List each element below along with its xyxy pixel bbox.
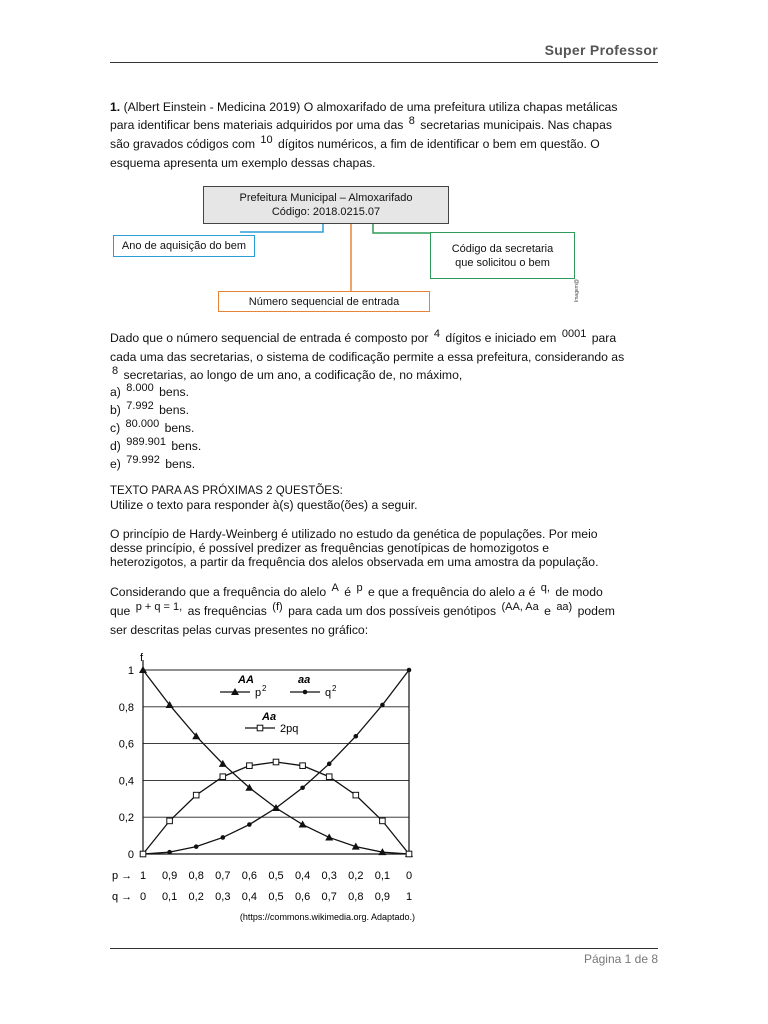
plate-code [272, 205, 380, 219]
shared-text-instruction: Utilize o texto para responder à(s) questão(ões) a seguir. [110, 498, 418, 512]
q1c-text: Dado que o número sequencial de entrada é composto por [110, 331, 429, 345]
option-letter: d) [110, 439, 121, 453]
math-value: p + q = 1, [135, 601, 183, 613]
p-tick-label: 0,2 [348, 870, 364, 882]
label-secretaria [430, 232, 575, 279]
option-c[interactable] [110, 419, 201, 437]
option-d[interactable] [110, 437, 201, 455]
option-letter: a) [110, 385, 121, 399]
point-Aa [140, 851, 146, 857]
shared-text-heading: TEXTO PARA AS PRÓXIMAS 2 QUESTÕES: [110, 485, 343, 497]
point-aa [380, 703, 385, 708]
q-tick-label: 0,3 [215, 891, 231, 903]
p-tick-label: 0,7 [215, 870, 231, 882]
plate-code-label: Código: [271, 206, 310, 218]
header-divider [110, 62, 658, 63]
chart-source: (https://commons.wikimedia.org. Adaptado.) [239, 912, 415, 922]
q-tick-label: 0,4 [241, 891, 258, 903]
point-Aa [167, 818, 173, 824]
math-value: 10 [260, 134, 273, 146]
option-letter: e) [110, 457, 121, 471]
freq-line-1 [110, 583, 660, 602]
point-Aa [273, 759, 279, 765]
option-suffix: bens. [159, 403, 189, 417]
freq-text: de modo [555, 585, 603, 599]
point-Aa [193, 792, 199, 798]
option-value: 8.000 [126, 382, 154, 394]
math-value: 8 [408, 115, 415, 127]
header-title: Super Professor [544, 42, 658, 58]
hardy-weinberg-paragraph [110, 527, 660, 569]
freq-text: que [110, 604, 131, 618]
legend-marker-aa [303, 690, 308, 695]
point-aa [300, 785, 305, 790]
legend-label-AA: p [255, 687, 262, 699]
p-row-label: p → [112, 870, 133, 882]
freq-text: e [544, 604, 551, 618]
option-value: 989.901 [126, 436, 166, 448]
label-year: Ano de aquisição do bem [113, 235, 255, 257]
chart-svg [110, 650, 430, 930]
plate [203, 186, 449, 224]
question-1-condition [110, 329, 660, 385]
q-tick-label: 1 [405, 891, 413, 903]
q-tick-label: 0,5 [268, 891, 284, 903]
frequency-paragraph [110, 583, 660, 639]
point-Aa [380, 818, 386, 824]
point-AA [325, 833, 333, 840]
q-tick-label: 0 [139, 891, 147, 903]
page-number: Página 1 de 8 [583, 952, 658, 966]
legend-exponent: 2 [262, 684, 267, 693]
legend-genotype-AA: AA [238, 674, 254, 686]
math-value: (AA, Aa [501, 601, 539, 613]
point-aa [247, 822, 252, 827]
label-sequence: Número sequencial de entrada [218, 291, 430, 312]
paragraph-line: desse princípio, é possível predizer as frequências genotípicas de homozigotos e [110, 541, 550, 555]
y-tick-label: 0 [127, 849, 134, 861]
q1-text: são gravados códigos com [110, 137, 255, 151]
option-letter: b) [110, 403, 121, 417]
point-aa [194, 844, 199, 849]
math-value: A [331, 582, 339, 594]
q-tick-label: 0,6 [294, 891, 311, 903]
freq-text: as frequências [187, 604, 267, 618]
legend-genotype-aa: aa [298, 674, 311, 686]
math-value: (f) [272, 601, 283, 613]
paragraph-line: heterozigotos, a partir da frequência dos alelos observada em uma amostra da população. [110, 555, 599, 569]
math-value: aa) [556, 601, 573, 613]
point-aa [327, 762, 332, 767]
point-Aa [326, 774, 332, 780]
legend-genotype-Aa: Aa [262, 711, 277, 723]
label-secretaria-line-2: que solicitou o bem [455, 256, 550, 269]
point-AA [299, 821, 307, 828]
y-axis-label: f [140, 652, 144, 664]
point-aa [354, 734, 359, 739]
q-tick-label: 0,8 [348, 891, 364, 903]
p-tick-label: 0,1 [374, 870, 391, 882]
q1-text: dígitos numéricos, a fim de identificar o bem em questão. O [278, 137, 600, 151]
q1-text: O almoxarifado de uma prefeitura utiliza chapas metálicas [303, 100, 618, 114]
option-value: 7.992 [126, 400, 154, 412]
plate-title: Prefeitura Municipal – Almoxarifado [239, 192, 413, 204]
p-tick-label: 0,4 [294, 870, 311, 882]
freq-text: é [344, 585, 352, 599]
math-value: 0001 [561, 328, 587, 340]
freq-text: podem [577, 604, 615, 618]
q1c-line-1 [110, 329, 660, 348]
freq-line-3: ser descritas pelas curvas presentes no gráfico: [110, 623, 369, 637]
q1-line-3 [110, 135, 660, 154]
q1-text: para identificar bens materiais adquiridos por uma das [110, 118, 404, 132]
p-tick-label: 0,5 [268, 870, 284, 882]
y-tick-label: 1 [127, 665, 134, 677]
freq-line-2 [110, 602, 660, 621]
q1-line-4: esquema apresenta um exemplo dessas chapas. [110, 156, 376, 170]
option-suffix: bens. [164, 421, 195, 435]
answer-options [110, 383, 201, 473]
p-tick-label: 1 [139, 870, 147, 882]
label-secretaria-line-1: Código da secretaria [451, 242, 554, 255]
math-value: p [356, 582, 363, 594]
p-tick-label: 0,6 [241, 870, 258, 882]
freq-text: Considerando que a frequência do alelo [110, 585, 327, 599]
image-credit: Imagem@ [574, 279, 580, 303]
point-aa [407, 668, 412, 673]
point-Aa [300, 763, 306, 769]
y-tick-label: 0,6 [118, 738, 134, 751]
point-aa [221, 835, 226, 840]
question-number: 1. [110, 100, 121, 114]
math-value: q, [540, 582, 550, 594]
point-Aa [220, 774, 226, 780]
math-value: 4 [433, 328, 440, 340]
option-letter: c) [110, 421, 121, 435]
point-AA [139, 666, 147, 673]
option-suffix: bens. [165, 457, 196, 471]
q-tick-label: 0,9 [374, 891, 391, 903]
math-value: 8 [112, 365, 119, 377]
q-row-label: q → [112, 891, 133, 903]
q-tick-label: 0,1 [161, 891, 178, 903]
option-value: 79.992 [126, 454, 160, 466]
q1c-text: para [591, 331, 617, 345]
legend-label-Aa: 2pq [280, 723, 299, 735]
point-aa [167, 850, 172, 855]
option-suffix: bens. [159, 385, 189, 399]
point-Aa [247, 763, 253, 769]
footer-divider [110, 948, 658, 949]
question-source: (Albert Einstein - Medicina 2019) [123, 100, 301, 114]
option-b[interactable] [110, 401, 201, 419]
question-1-statement [110, 98, 660, 172]
q-tick-label: 0,2 [188, 891, 204, 903]
legend-marker-Aa [257, 725, 263, 731]
q1-line-1 [110, 98, 660, 116]
point-aa [274, 806, 279, 811]
y-tick-label: 0,2 [118, 812, 134, 825]
freq-text: e que a frequência do alelo [367, 585, 516, 599]
q1-line-2 [110, 116, 660, 135]
legend-exponent: 2 [332, 684, 337, 693]
p-tick-label: 0,9 [161, 870, 178, 882]
freq-text: para cada um dos possíveis genótipos [288, 604, 497, 618]
point-Aa [353, 792, 359, 798]
shared-text-header [110, 484, 660, 512]
option-a[interactable] [110, 383, 201, 401]
legend-label-aa: q [325, 687, 332, 699]
freq-text: é [528, 585, 536, 599]
p-tick-label: 0 [405, 870, 413, 882]
paragraph-line: O princípio de Hardy-Weinberg é utilizado no estudo da genética de populações. Por meio [110, 527, 598, 541]
q1c-line-2: cada uma das secretarias, o sistema de codificação permite a essa prefeitura, considerando as [110, 350, 625, 364]
freq-text: a [518, 585, 526, 599]
option-value: 80.000 [125, 418, 160, 430]
hardy-weinberg-chart [110, 650, 430, 930]
q1c-text: secretarias, ao longo de um ano, a codificação de, no máximo, [123, 368, 463, 382]
y-tick-label: 0,8 [118, 701, 134, 714]
q1c-text: dígitos e iniciado em [445, 331, 557, 345]
point-Aa [406, 851, 412, 857]
option-suffix: bens. [171, 439, 202, 453]
p-tick-label: 0,8 [188, 870, 204, 882]
q1-text: secretarias municipais. Nas chapas [420, 118, 612, 132]
y-tick-label: 0,4 [118, 775, 134, 788]
plate-code-value: 2018.0215.07 [312, 206, 381, 218]
option-e[interactable] [110, 455, 201, 473]
plate-diagram [110, 183, 580, 318]
p-tick-label: 0,3 [321, 870, 337, 882]
q-tick-label: 0,7 [321, 891, 337, 903]
